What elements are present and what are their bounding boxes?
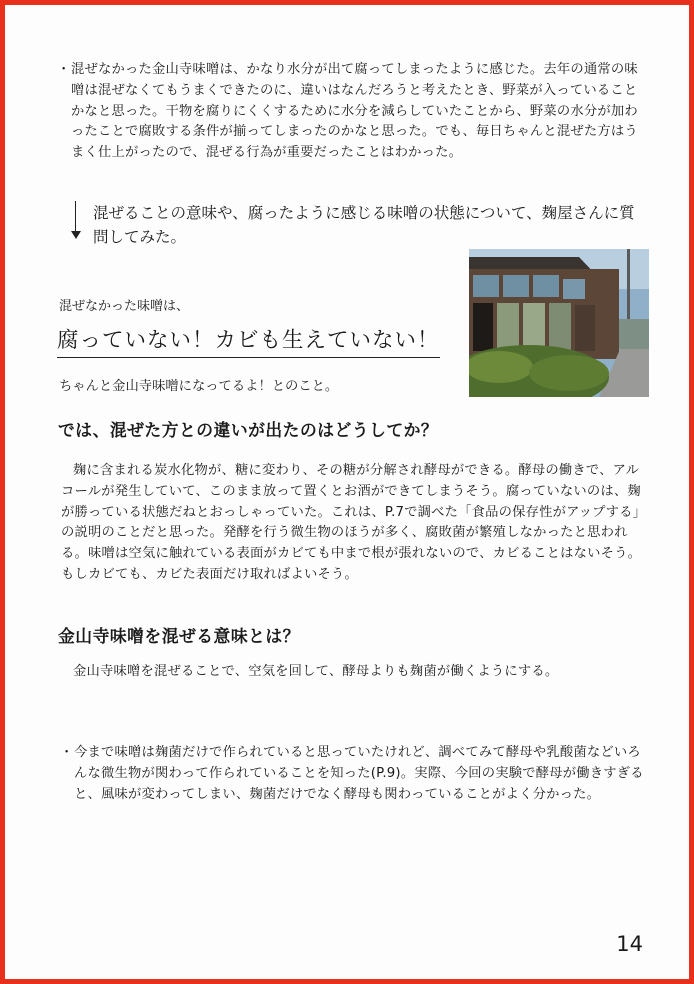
arrow-head-icon <box>71 231 81 239</box>
heading-meaning: 金山寺味噌を混ぜる意味とは？ <box>58 626 300 646</box>
down-arrow-icon <box>75 201 76 233</box>
answer-tail: ちゃんと金山寺味噌になってるよ！とのこと。 <box>59 379 339 394</box>
intro-bullet-paragraph <box>57 60 647 164</box>
bullet-mark: ・ <box>57 62 71 77</box>
bullet-mark: ・ <box>60 745 74 760</box>
intro-bullet-text: 混ぜなかった金山寺味噌は、かなり水分が出て腐ってしまったように感じた。去年の通常の味噌は混ぜなくてもうまくできたのに、違いはなんだろうと考えたとき、野菜が入っていることかなと思った。干物を腐りにくくするために水分を減らしていたことから、野菜の水分が加わったことで腐敗する条件が揃ってしまったのかなと思った。でも、毎日ちゃんと混ぜた方はうまく仕上がったので、混ぜる行為が重要だったことはわかった。 <box>71 62 638 161</box>
koji-shop-photo <box>469 249 649 397</box>
question-note: 混ぜることの意味や、腐ったように感じる味噌の状態について、麹屋さんに質問してみた。 <box>93 204 635 246</box>
heading-difference: では、混ぜた方との違いが出たのはどうしてか？ <box>58 420 439 440</box>
difference-body: 麹に含まれる炭水化物が、糖に変わり、その糖が分解され酵母ができる。酵母の働きで、アルコールが発生していて、このまま放って置くとお酒ができてしまうそう。腐っていないのは、麹が勝っている状態だねとおっしゃっていた。これは、P.7で調べた「食品の保存性がアップする」の説明のことだと思った。発酵を行う微生物のほうが多く、腐敗菌が繁殖しなかったと思われる。味噌は空気に触れている表面がカビても中まで根が張れないので、カビることはないそう。もしカビても、カビた表面だけ取ればよいそう。 <box>61 463 647 582</box>
answer-lead: 混ぜなかった味噌は、 <box>59 299 190 314</box>
closing-bullet-text: 今まで味噌は麹菌だけで作られていると思っていたけれど、調べてみて酵母や乳酸菌などいろんな微生物が関わって作られていることを知った(P.9)。実際、今回の実験で酵母が働きすぎると、風味が変わってしまい、麹菌だけでなく酵母も関わっていることがよく分かった。 <box>74 745 644 802</box>
answer-statement: 腐っていない！カビも生えていない！ <box>57 323 440 358</box>
closing-bullet-paragraph <box>60 743 650 805</box>
page-number: 14 <box>616 932 643 956</box>
meaning-body: 金山寺味噌を混ぜることで、空気を回して、酵母よりも麹菌が働くようにする。 <box>73 664 559 679</box>
